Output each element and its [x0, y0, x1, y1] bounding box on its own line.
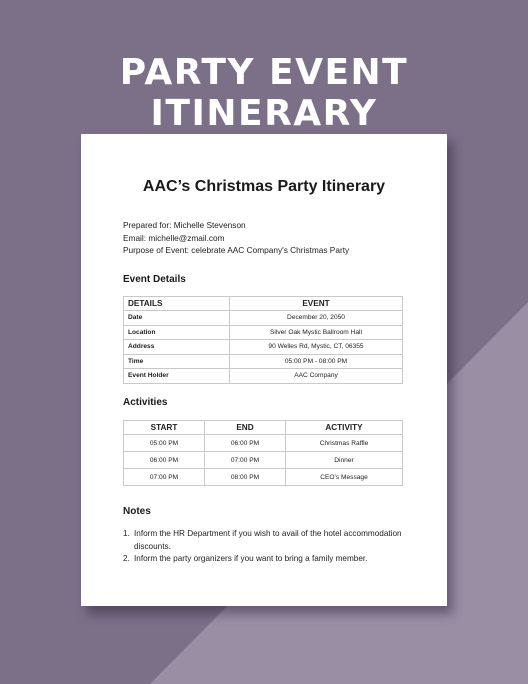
note-text: Inform the HR Department if you wish to avail of the hotel accommodation discounts.: [134, 529, 402, 551]
activity-name: Dinner: [286, 452, 403, 469]
table-row: [124, 452, 403, 469]
event-details-heading: Event Details: [123, 274, 186, 285]
notes-heading: Notes: [123, 506, 151, 517]
note-text: Inform the party organizers if you want to bring a family member.: [134, 554, 368, 563]
detail-value: 90 Welles Rd, Mystic, CT, 06355: [230, 340, 403, 355]
detail-key: Address: [124, 340, 230, 355]
detail-key: Time: [124, 354, 230, 369]
note-number: 1.: [123, 529, 130, 538]
notes-list: [123, 528, 413, 566]
start-time: 05:00 PM: [124, 435, 205, 452]
banner-title: PARTY EVENT ITINERARY: [119, 52, 409, 134]
activities-heading: Activities: [123, 397, 168, 408]
purpose: Purpose of Event: celebrate AAC Company's Christmas Party: [123, 245, 350, 255]
detail-value: 05:00 PM - 08:00 PM: [230, 354, 403, 369]
detail-key: Event Holder: [124, 369, 230, 384]
column-header: EVENT: [230, 297, 403, 311]
document-meta: [123, 219, 349, 257]
detail-key: Location: [124, 325, 230, 340]
detail-value: Silver Oak Mystic Ballroom Hall: [230, 325, 403, 340]
list-item: [123, 553, 413, 566]
table-row: [124, 325, 403, 340]
start-time: 07:00 PM: [124, 469, 205, 486]
table-row: [124, 435, 403, 452]
activity-name: Christmas Raffle: [286, 435, 403, 452]
end-time: 06:00 PM: [205, 435, 286, 452]
table-row: [124, 354, 403, 369]
column-header: END: [205, 421, 286, 435]
table-row: [124, 340, 403, 355]
event-details-table: [123, 296, 403, 384]
end-time: 07:00 PM: [205, 452, 286, 469]
column-header: DETAILS: [124, 297, 230, 311]
list-item: [123, 528, 413, 553]
table-row: [124, 369, 403, 384]
table-header-row: [124, 297, 403, 311]
activities-table: [123, 420, 403, 486]
start-time: 06:00 PM: [124, 452, 205, 469]
document-title: AAC’s Christmas Party Itinerary: [142, 178, 386, 195]
end-time: 08:00 PM: [205, 469, 286, 486]
email: Email: michelle@zmail.com: [123, 232, 225, 243]
itinerary-document: [81, 134, 447, 606]
detail-value: December 20, 2050: [230, 311, 403, 326]
prepared-for: Prepared for: Michelle Stevenson: [123, 220, 246, 230]
table-row: [124, 311, 403, 326]
detail-value: AAC Company: [230, 369, 403, 384]
table-row: [124, 469, 403, 486]
column-header: ACTIVITY: [286, 421, 403, 435]
note-number: 2.: [123, 554, 130, 563]
column-header: START: [124, 421, 205, 435]
table-header-row: [124, 421, 403, 435]
activity-name: CEO’s Message: [286, 469, 403, 486]
detail-key: Date: [124, 311, 230, 326]
